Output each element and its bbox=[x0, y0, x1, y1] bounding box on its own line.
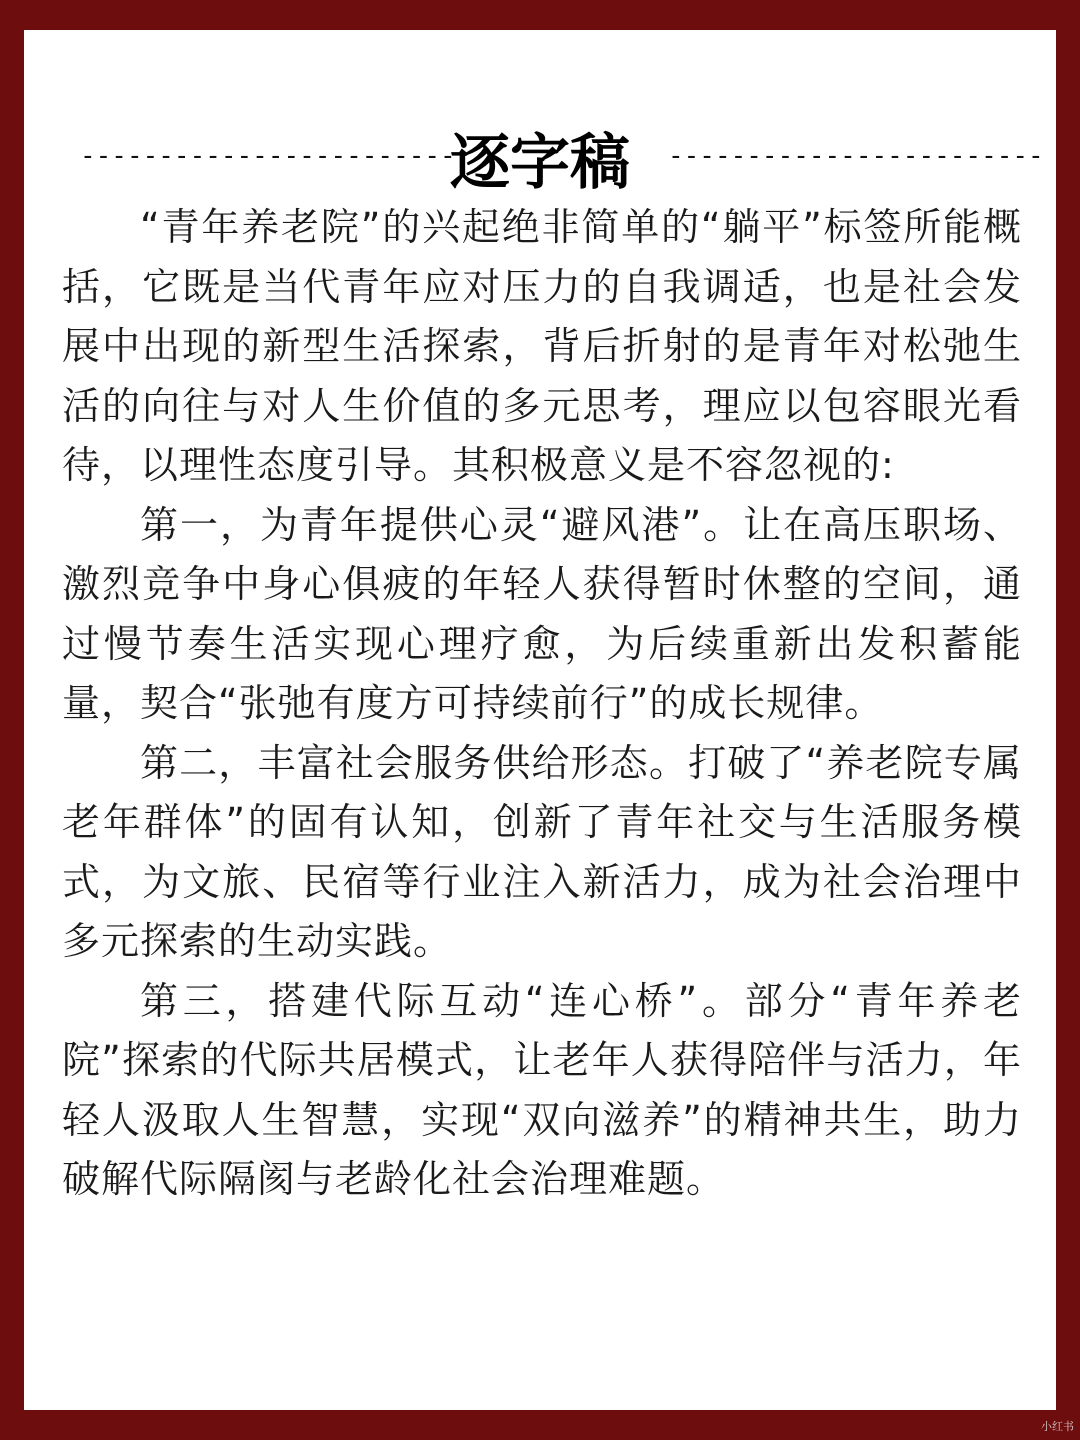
title-dashes-left: ------------------------ bbox=[80, 141, 456, 171]
transcript-body bbox=[62, 198, 1022, 1210]
document-card bbox=[24, 30, 1056, 1410]
paragraph-third-point: 第三，搭建代际互动“连心桥”。部分“青年养老院”探索的代际共居模式，让老年人获得陪伴与活力，年轻人汲取人生智慧，实现“双向滋养”的精神共生，助力破解代际隔阂与老龄化社会治理难题。 bbox=[62, 978, 1022, 1201]
paragraph-intro: “青年养老院”的兴起绝非简单的“躺平”标签所能概括，它既是当代青年应对压力的自我调适，也是社会发展中出现的新型生活探索，背后折射的是青年对松弛生活的向往与对人生价值的多元思考，理应以包容眼光看待，以理性态度引导。其积极意义是不容忽视的: bbox=[62, 205, 1022, 487]
page-title: 逐字稿 bbox=[450, 128, 630, 198]
paragraph-first-point: 第一，为青年提供心灵“避风港”。让在高压职场、激烈竞争中身心俱疲的年轻人获得暂时休整的空间，通过慢节奏生活实现心理疗愈，为后续重新出发积蓄能量，契合“张弛有度方可持续前行”的成长规律。 bbox=[62, 502, 1022, 725]
title-dashes-right: ------------------------ bbox=[668, 141, 1044, 171]
watermark-logo: 小红书 bbox=[1041, 1420, 1074, 1433]
title-row bbox=[24, 118, 1056, 208]
paragraph-second-point: 第二，丰富社会服务供给形态。打破了“养老院专属老年群体”的固有认知，创新了青年社交与生活服务模式，为文旅、民宿等行业注入新活力，成为社会治理中多元探索的生动实践。 bbox=[62, 740, 1022, 963]
